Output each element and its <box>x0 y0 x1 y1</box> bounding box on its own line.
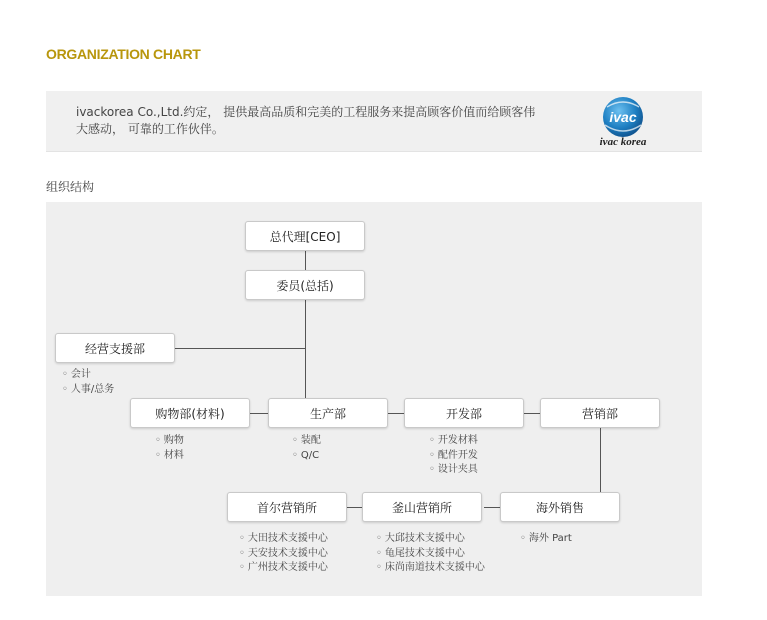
list-item: ◦ 大邱技术支援中心 <box>376 532 485 547</box>
line-support <box>175 348 306 349</box>
list-item: ◦ 材料 <box>155 449 184 464</box>
line-sales-overseas <box>600 428 601 492</box>
committee-box: 委员(总括) <box>245 270 365 300</box>
list-item: ◦ 大田技术支援中心 <box>239 532 328 547</box>
development-items <box>429 434 478 478</box>
logo-mark-text: ivac <box>609 109 637 125</box>
list-item: ◦ 龟尾技术支援中心 <box>376 547 485 562</box>
support-dept-box: 经营支援部 <box>55 333 175 363</box>
list-item: ◦ 开发材料 <box>429 434 478 449</box>
logo-text: ivac korea <box>599 136 647 148</box>
list-item: ◦ Q/C <box>292 449 321 464</box>
busan-items <box>376 532 485 576</box>
page-title: ORGANIZATION CHART <box>46 46 201 62</box>
ceo-box: 总代理[CEO] <box>245 221 365 251</box>
overseas-items <box>520 532 572 547</box>
line-development-sales <box>524 413 540 414</box>
line-production-development <box>388 413 404 414</box>
list-item: ◦ 会计 <box>62 368 114 383</box>
support-items <box>62 368 114 397</box>
line-purchase-production <box>250 413 268 414</box>
purchase-dept-box: 购物部(材料) <box>130 398 250 428</box>
list-item: ◦ 设计夹具 <box>429 463 478 478</box>
purchase-items <box>155 434 184 463</box>
org-chart <box>46 202 702 596</box>
company-logo <box>580 95 666 149</box>
list-item: ◦ 装配 <box>292 434 321 449</box>
seoul-office-box: 首尔营销所 <box>227 492 347 522</box>
list-item: ◦ 购物 <box>155 434 184 449</box>
line-busan-overseas <box>484 507 500 508</box>
list-item: ◦ 海外 Part <box>520 532 572 547</box>
intro-panel <box>46 91 702 152</box>
production-dept-box: 生产部 <box>268 398 388 428</box>
development-dept-box: 开发部 <box>404 398 524 428</box>
intro-text: ivackorea Co.,Ltd.约定， 提供最高品质和完美的工程服务来提高顾客价值而给顾客伟大感动， 可靠的工作伙伴。 <box>76 105 536 136</box>
overseas-sales-box: 海外销售 <box>500 492 620 522</box>
line-seoul-busan <box>347 507 362 508</box>
sales-dept-box: 营销部 <box>540 398 660 428</box>
logo-emblem-icon <box>580 95 666 149</box>
list-item: ◦ 天安技术支援中心 <box>239 547 328 562</box>
list-item: ◦ 广州技术支援中心 <box>239 561 328 576</box>
line-ceo-committee <box>305 251 306 270</box>
seoul-items <box>239 532 328 576</box>
section-title: 组织结构 <box>46 180 95 194</box>
production-items <box>292 434 321 463</box>
line-committee-production <box>305 300 306 414</box>
busan-office-box: 釜山营销所 <box>362 492 482 522</box>
list-item: ◦ 床尚南道技术支援中心 <box>376 561 485 576</box>
list-item: ◦ 配件开发 <box>429 449 478 464</box>
list-item: ◦ 人事/总务 <box>62 383 114 398</box>
